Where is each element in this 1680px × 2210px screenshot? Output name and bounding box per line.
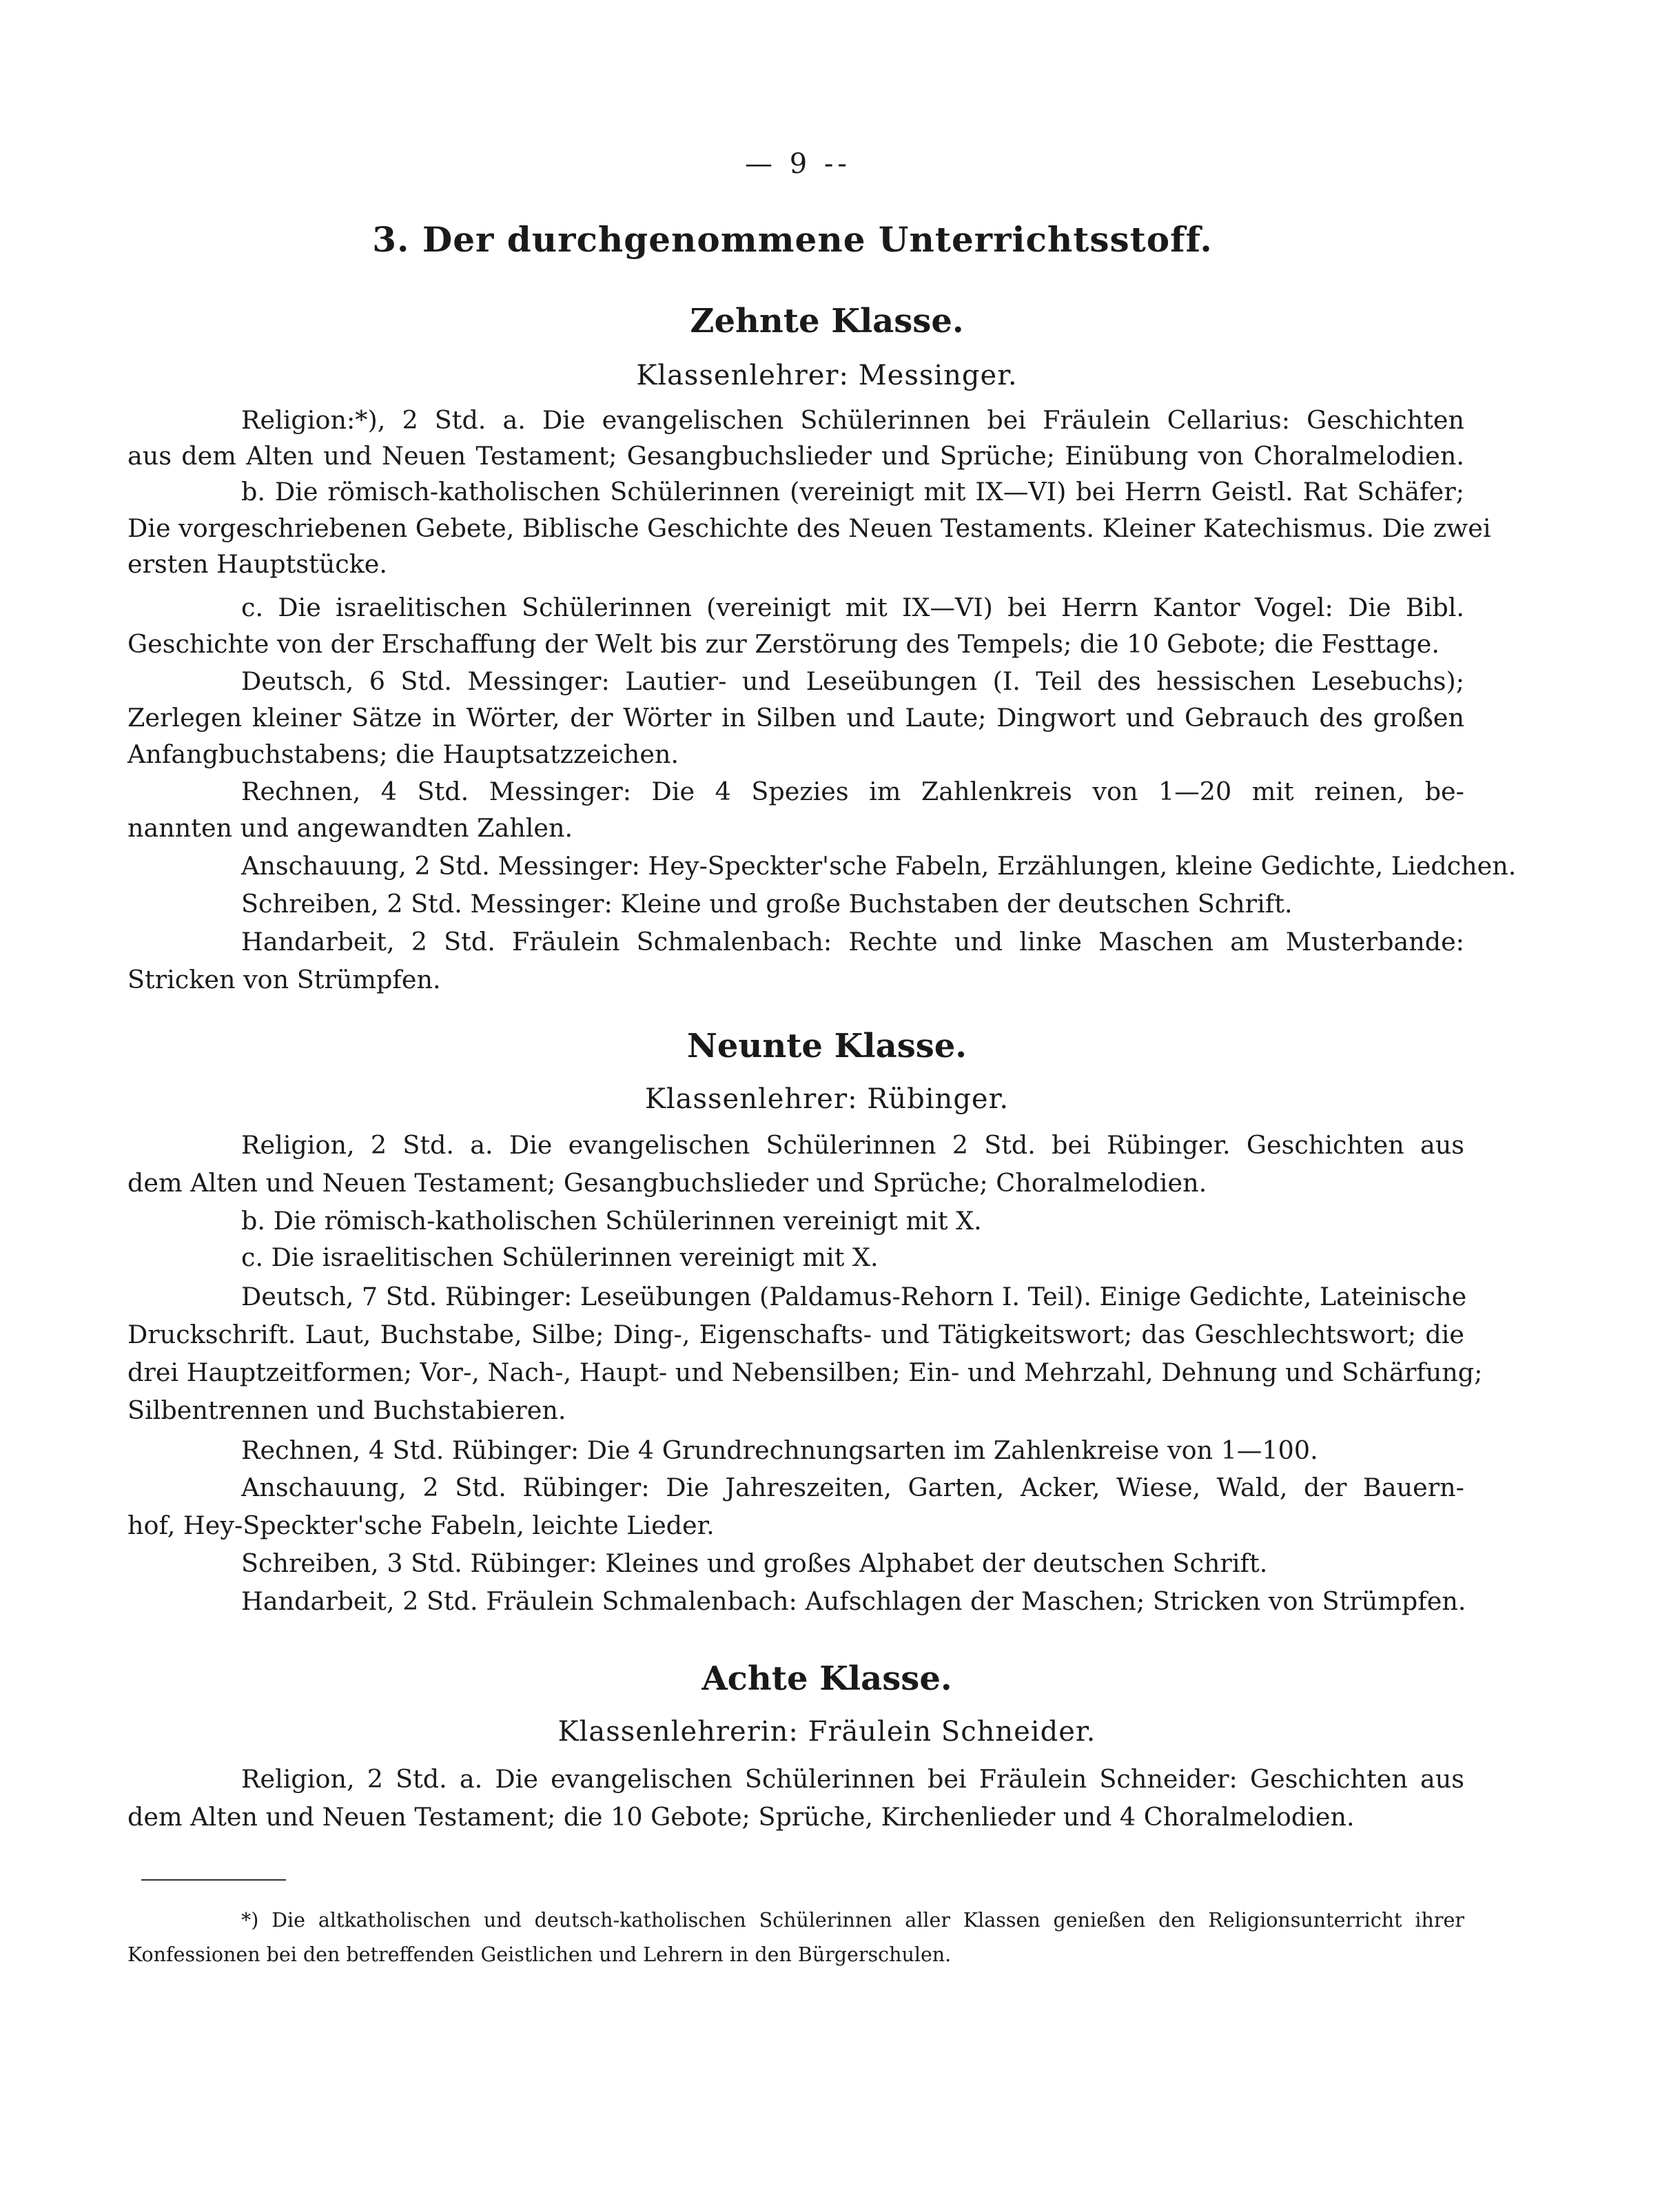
text-line: b. Die römisch-katholischen Schülerinnen (vereinigt mit IX—VI) bei Herrn Geistl. Rat Schäfer; bbox=[241, 477, 1464, 507]
text-line: Deutsch, 7 Std. Rübinger: Leseübungen (Paldamus-Rehorn I. Teil). Einige Gedichte, Lateinische bbox=[241, 1282, 1467, 1311]
text-line: Zerlegen kleiner Sätze in Wörter, der Wörter in Silben und Laute; Dingwort und Gebrauch des großen bbox=[127, 703, 1464, 733]
text-line: dem Alten und Neuen Testament; Gesangbuchslieder und Sprüche; Choralmelodien. bbox=[127, 1168, 1207, 1198]
text-line: Handarbeit, 2 Std. Fräulein Schmalenbach: Rechte und linke Maschen am Musterbande: bbox=[241, 927, 1464, 956]
text-line: hof, Hey-Speckter'sche Fabeln, leichte Lieder. bbox=[127, 1511, 715, 1540]
text-line: Die vorgeschriebenen Gebete, Biblische Geschichte des Neuen Testaments. Kleiner Katechismus. Die zwei bbox=[127, 513, 1491, 543]
text-line: Anfangbuchstabens; die Hauptsatzzeichen. bbox=[127, 739, 679, 769]
teacher-line: Klassenlehrerin: Fräulein Schneider. bbox=[557, 1716, 1096, 1748]
teacher-line: Klassenlehrer: Messinger. bbox=[636, 360, 1018, 391]
text-line: Religion, 2 Std. a. Die evangelischen Schülerinnen 2 Std. bei Rübinger. Geschichten aus bbox=[241, 1130, 1464, 1160]
text-line: dem Alten und Neuen Testament; die 10 Gebote; Sprüche, Kirchenlieder und 4 Choralmelodien. bbox=[127, 1802, 1355, 1832]
teacher-line: Klassenlehrer: Rübinger. bbox=[644, 1083, 1010, 1115]
footnote-line: Konfessionen bei den betreffenden Geistlichen und Lehrern in den Bürgerschulen. bbox=[127, 1943, 952, 1966]
text-line: Druckschrift. Laut, Buchstabe, Silbe; Ding-, Eigenschafts- und Tätigkeitswort; das Geschlechtswort; die bbox=[127, 1320, 1464, 1349]
class-title: Zehnte Klasse. bbox=[690, 302, 964, 340]
class-title: Achte Klasse. bbox=[701, 1659, 952, 1698]
text-line: nannten und angewandten Zahlen. bbox=[127, 813, 573, 843]
text-line: Silbentrennen und Buchstabieren. bbox=[127, 1395, 566, 1425]
text-line: Deutsch, 6 Std. Messinger: Lautier- und Leseübungen (I. Teil des hessischen Lesebuchs); bbox=[241, 666, 1464, 696]
text-line: Religion, 2 Std. a. Die evangelischen Schülerinnen bei Fräulein Schneider: Geschichten aus bbox=[241, 1764, 1464, 1794]
text-line: c. Die israelitischen Schülerinnen vereinigt mit X. bbox=[241, 1242, 879, 1272]
text-line: Geschichte von der Erschaffung der Welt bis zur Zerstörung des Tempels; die 10 Gebote; die Festtage. bbox=[127, 629, 1440, 659]
text-line: ersten Hauptstücke. bbox=[127, 549, 387, 579]
footnote-rule bbox=[141, 1879, 286, 1881]
text-line: Rechnen, 4 Std. Messinger: Die 4 Spezies im Zahlenkreis von 1—20 mit reinen, be- bbox=[241, 777, 1464, 806]
text-line: Anschauung, 2 Std. Messinger: Hey-Speckter'sche Fabeln, Erzählungen, kleine Gedichte, Liedchen. bbox=[241, 851, 1517, 881]
footnote-line: *) Die altkatholischen und deutsch-katholischen Schülerinnen aller Klassen genießen den Religionsunterricht ihrer bbox=[241, 1909, 1464, 1932]
text-line: Religion:*), 2 Std. a. Die evangelischen Schülerinnen bei Fräulein Cellarius: Geschichten bbox=[241, 405, 1464, 435]
text-line: Rechnen, 4 Std. Rübinger: Die 4 Grundrechnungsarten im Zahlenkreise von 1—100. bbox=[241, 1435, 1318, 1465]
text-line: Stricken von Strümpfen. bbox=[127, 965, 441, 994]
chapter-heading: 3. Der durchgenommene Unterrichtsstoff. bbox=[372, 219, 1213, 260]
text-line: Anschauung, 2 Std. Rübinger: Die Jahreszeiten, Garten, Acker, Wiese, Wald, der Bauern- bbox=[241, 1473, 1464, 1502]
class-title: Neunte Klasse. bbox=[687, 1027, 967, 1065]
text-line: c. Die israelitischen Schülerinnen (vereinigt mit IX—VI) bei Herrn Kantor Vogel: Die Bibl. bbox=[241, 593, 1464, 622]
text-line: Schreiben, 3 Std. Rübinger: Kleines und großes Alphabet der deutschen Schrift. bbox=[241, 1548, 1268, 1578]
text-line: aus dem Alten und Neuen Testament; Gesangbuchslieder und Sprüche; Einübung von Choralmelodien. bbox=[127, 441, 1464, 471]
text-line: b. Die römisch-katholischen Schülerinnen vereinigt mit X. bbox=[241, 1206, 982, 1236]
page-number: — 9 -- bbox=[745, 148, 851, 180]
text-line: Schreiben, 2 Std. Messinger: Kleine und große Buchstaben der deutschen Schrift. bbox=[241, 889, 1293, 919]
text-line: Handarbeit, 2 Std. Fräulein Schmalenbach: Aufschlagen der Maschen; Stricken von Strümpfen. bbox=[241, 1586, 1466, 1616]
text-line: drei Hauptzeitformen; Vor-, Nach-, Haupt- und Nebensilben; Ein- und Mehrzahl, Dehnung und Schärfung; bbox=[127, 1358, 1483, 1387]
